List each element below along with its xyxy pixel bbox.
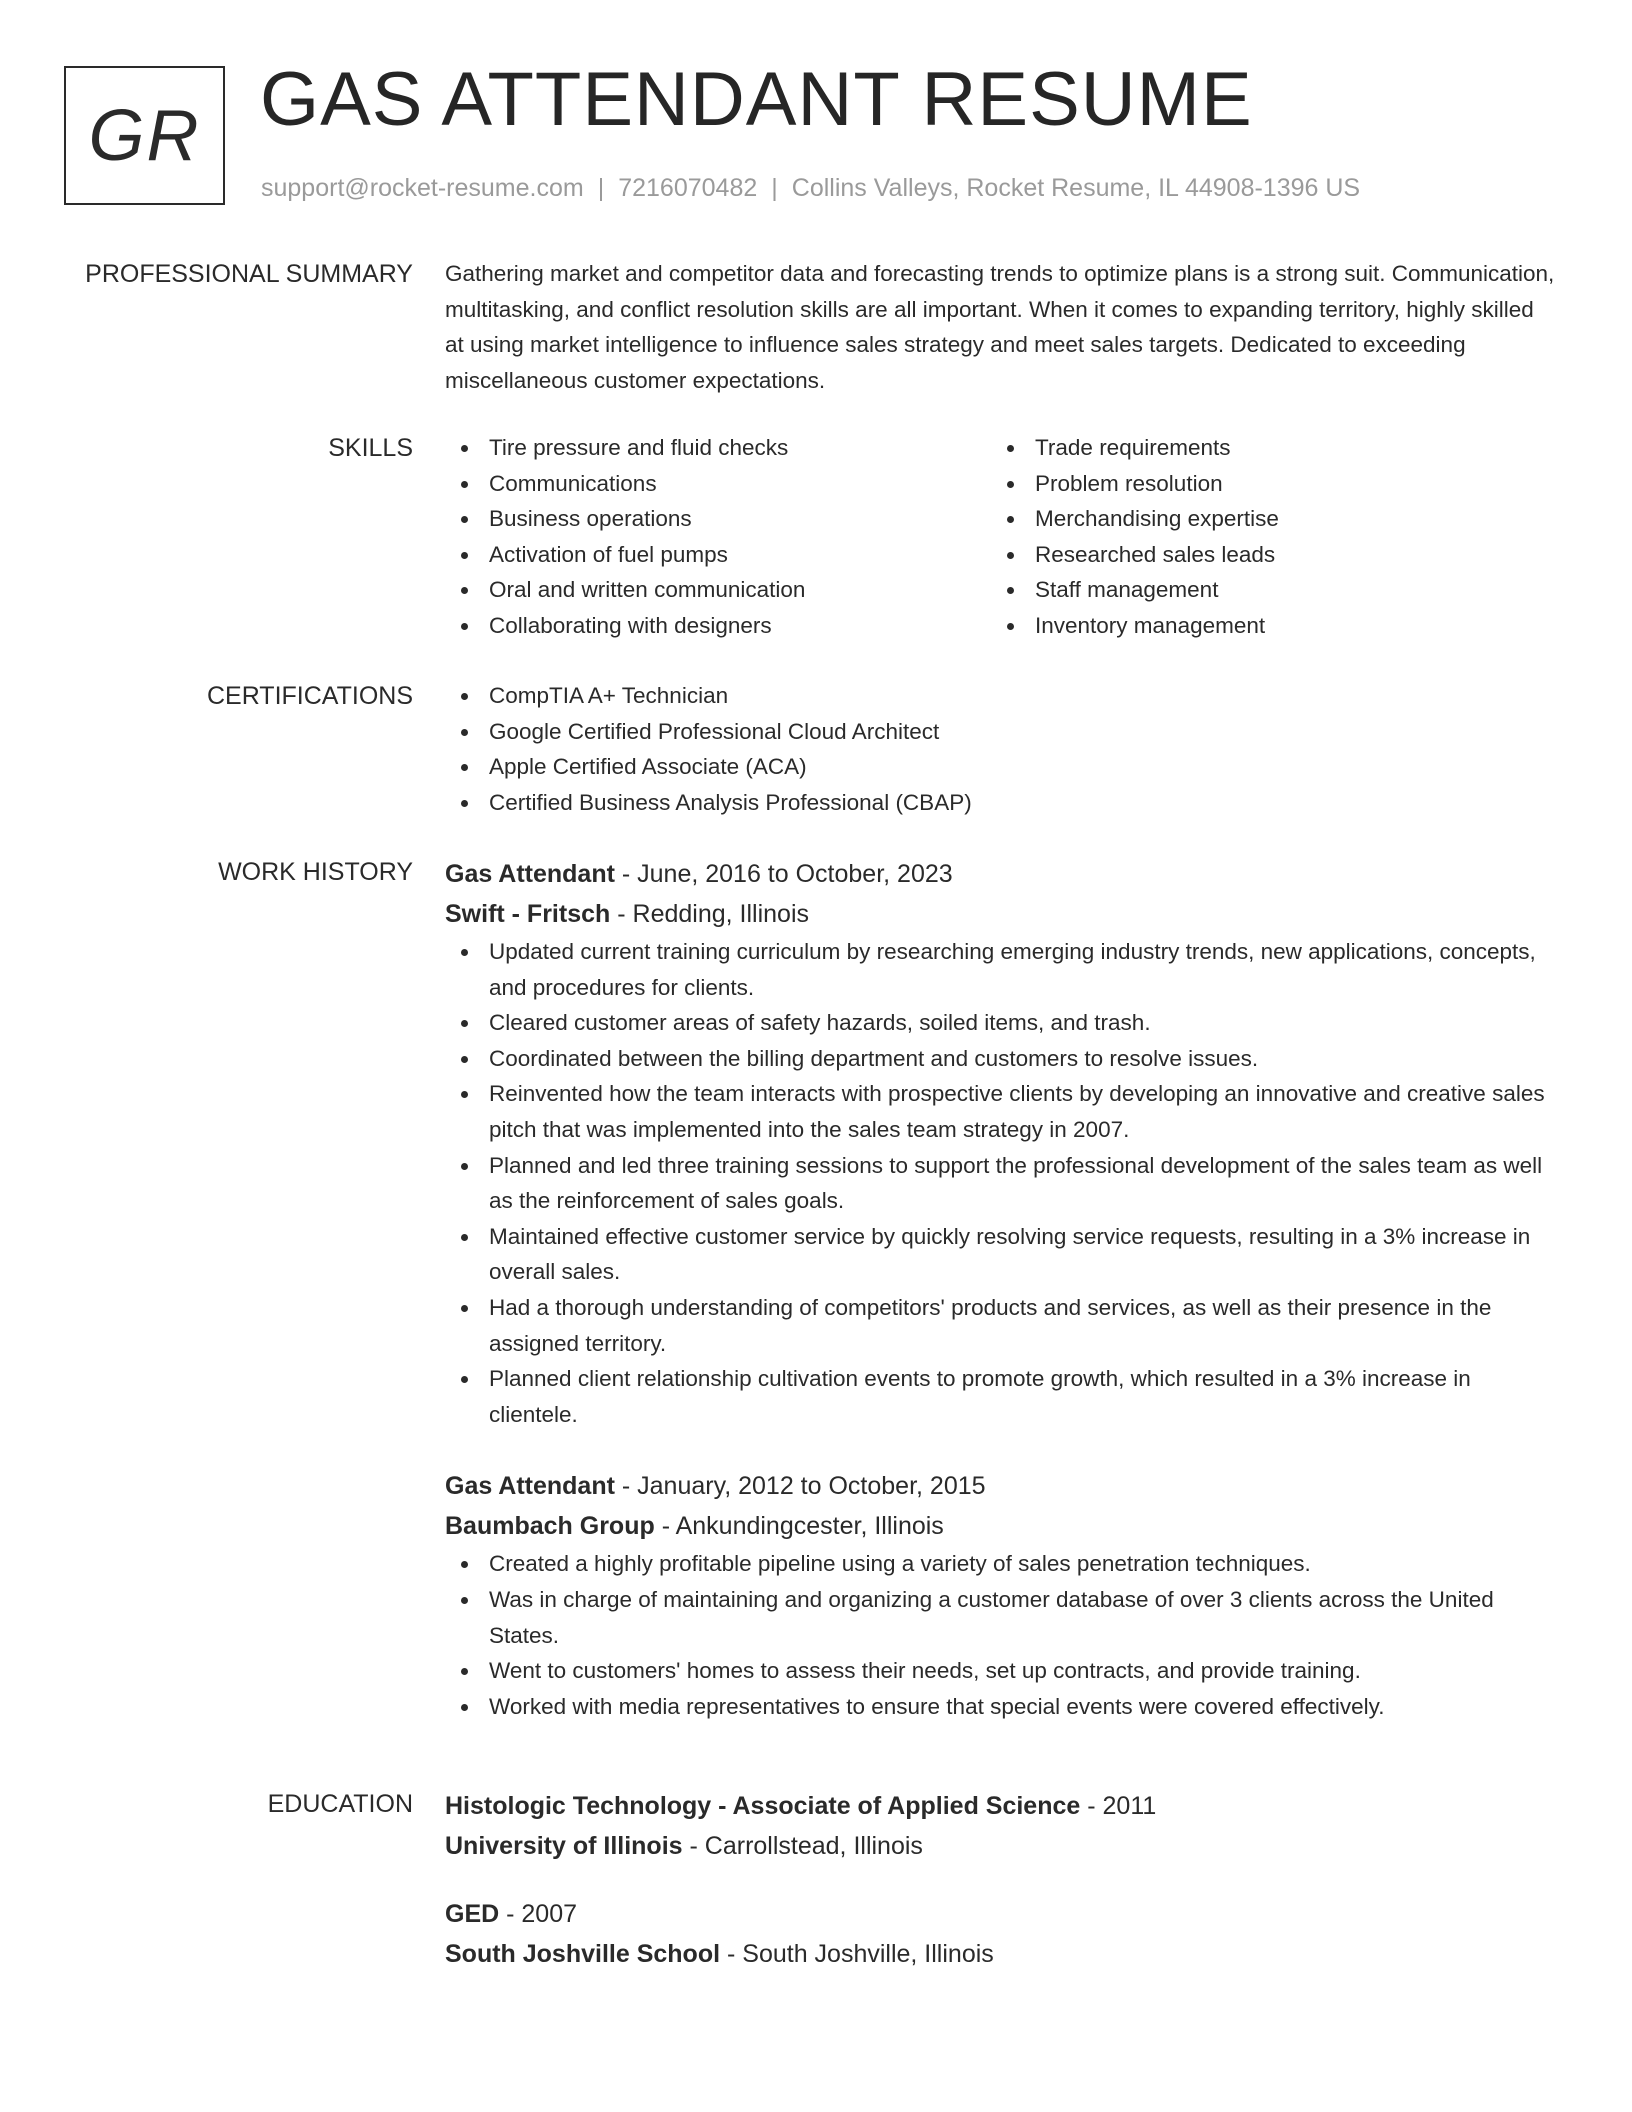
job-bullet: Reinvented how the team interacts with prospective clients by developing an innovative and creative sales pitch that was implemented into the sales team strategy in 2007. <box>445 1076 1555 1147</box>
job-bullets <box>445 934 1555 1432</box>
contact-phone: 7216070482 <box>618 174 758 202</box>
job-dates: - June, 2016 to October, 2023 <box>614 860 953 888</box>
job-bullet: Was in charge of maintaining and organizing a customer database of over 3 clients across the United States. <box>445 1582 1555 1653</box>
skills-list-left <box>445 430 991 644</box>
certification-item: Google Certified Professional Cloud Architect <box>445 714 1555 750</box>
education-school: University of Illinois <box>445 1832 683 1860</box>
education-degree: Histologic Technology - Associate of Applied Science <box>445 1792 1081 1820</box>
section-label-summary: PROFESSIONAL SUMMARY <box>85 260 413 288</box>
certifications-list <box>445 678 1555 820</box>
skill-item: Trade requirements <box>991 430 1537 466</box>
section-label-work: WORK HISTORY <box>218 858 413 886</box>
contact-email: support@rocket-resume.com <box>261 174 584 202</box>
job-bullets <box>445 1546 1555 1724</box>
job-entry <box>445 1466 1555 1724</box>
section-label-education: EDUCATION <box>267 1790 413 1818</box>
section-label-certifications: CERTIFICATIONS <box>206 682 413 710</box>
job-company: Baumbach Group <box>445 1512 655 1541</box>
skill-item: Merchandising expertise <box>991 501 1537 537</box>
skill-item: Problem resolution <box>991 466 1537 502</box>
job-location: - Redding, Illinois <box>610 900 810 928</box>
job-bullet: Cleared customer areas of safety hazards, soiled items, and trash. <box>445 1005 1555 1041</box>
education-year: - 2011 <box>1080 1792 1157 1820</box>
job-bullet: Created a highly profitable pipeline using a variety of sales penetration techniques. <box>445 1546 1555 1582</box>
certification-item: CompTIA A+ Technician <box>445 678 1555 714</box>
skill-item: Communications <box>445 466 991 502</box>
skill-item: Activation of fuel pumps <box>445 537 991 573</box>
education-entry <box>445 1786 1555 1866</box>
job-bullet: Coordinated between the billing department and customers to resolve issues. <box>445 1041 1555 1077</box>
education-degree-line <box>445 1786 1555 1826</box>
job-company: Swift - Fritsch <box>445 900 611 928</box>
job-company-line <box>445 894 1555 934</box>
certification-item: Apple Certified Associate (ACA) <box>445 749 1555 785</box>
contact-separator: | <box>771 174 778 202</box>
skill-item: Business operations <box>445 501 991 537</box>
education-degree: GED <box>445 1900 500 1928</box>
contact-line <box>261 174 1360 203</box>
contact-address: Collins Valleys, Rocket Resume, IL 44908-1396 US <box>791 174 1361 202</box>
job-bullet: Went to customers' homes to assess their needs, set up contracts, and provide training. <box>445 1653 1555 1689</box>
job-location: - Ankundingcester, Illinois <box>654 1512 944 1541</box>
skills-list-right <box>991 430 1537 644</box>
job-title: Gas Attendant <box>445 1472 615 1501</box>
job-bullet: Planned client relationship cultivation events to promote growth, which resulted in a 3% increase in clientele. <box>445 1361 1555 1432</box>
skill-item: Inventory management <box>991 608 1537 644</box>
job-bullet: Had a thorough understanding of competitors' products and services, as well as their presence in the assigned territory. <box>445 1290 1555 1361</box>
section-label-skills: SKILLS <box>328 434 413 462</box>
monogram-logo: GR <box>64 66 225 205</box>
job-company-line <box>445 1506 1555 1546</box>
skill-item: Oral and written communication <box>445 572 991 608</box>
job-title-line <box>445 1466 1555 1506</box>
summary-body <box>445 256 1555 398</box>
education-year: - 2007 <box>499 1900 578 1928</box>
job-bullet: Planned and led three training sessions to support the professional development of the sales team as well as the reinforcement of sales goals. <box>445 1148 1555 1219</box>
job-bullet: Maintained effective customer service by quickly resolving service requests, resulting in a 3% increase in overall sales. <box>445 1219 1555 1290</box>
education-entry <box>445 1894 1555 1974</box>
education-degree-line <box>445 1894 1555 1934</box>
skill-item: Staff management <box>991 572 1537 608</box>
summary-text: Gathering market and competitor data and forecasting trends to optimize plans is a strong suit. Communication, multitasking, and conflict resolution skills are all important. When it comes to expanding territory, highly skilled at using market intelligence to influence sales strategy and meet sales targets. Dedicated to exceeding miscellaneous customer expectations. <box>445 261 1555 393</box>
job-bullet: Updated current training curriculum by researching emerging industry trends, new applications, concepts, and procedures for clients. <box>445 934 1555 1005</box>
certification-item: Certified Business Analysis Professional (CBAP) <box>445 785 1555 821</box>
page-title: GAS ATTENDANT RESUME <box>260 57 1253 142</box>
job-entry <box>445 854 1555 1432</box>
education-school: South Joshville School <box>445 1940 721 1968</box>
education-location: - South Joshville, Illinois <box>720 1940 994 1968</box>
skills-body <box>445 430 1555 644</box>
education-location: - Carrollstead, Illinois <box>682 1832 923 1860</box>
job-bullet: Worked with media representatives to ensure that special events were covered effectively. <box>445 1689 1555 1725</box>
certifications-body <box>445 678 1555 820</box>
skill-item: Collaborating with designers <box>445 608 991 644</box>
job-title: Gas Attendant <box>445 860 615 888</box>
work-body <box>445 854 1555 1724</box>
job-title-line <box>445 854 1555 894</box>
education-body <box>445 1786 1555 1974</box>
skill-item: Researched sales leads <box>991 537 1537 573</box>
skill-item: Tire pressure and fluid checks <box>445 430 991 466</box>
education-school-line <box>445 1934 1555 1974</box>
contact-separator: | <box>597 174 605 202</box>
education-school-line <box>445 1826 1555 1866</box>
job-dates: - January, 2012 to October, 2015 <box>614 1472 986 1501</box>
